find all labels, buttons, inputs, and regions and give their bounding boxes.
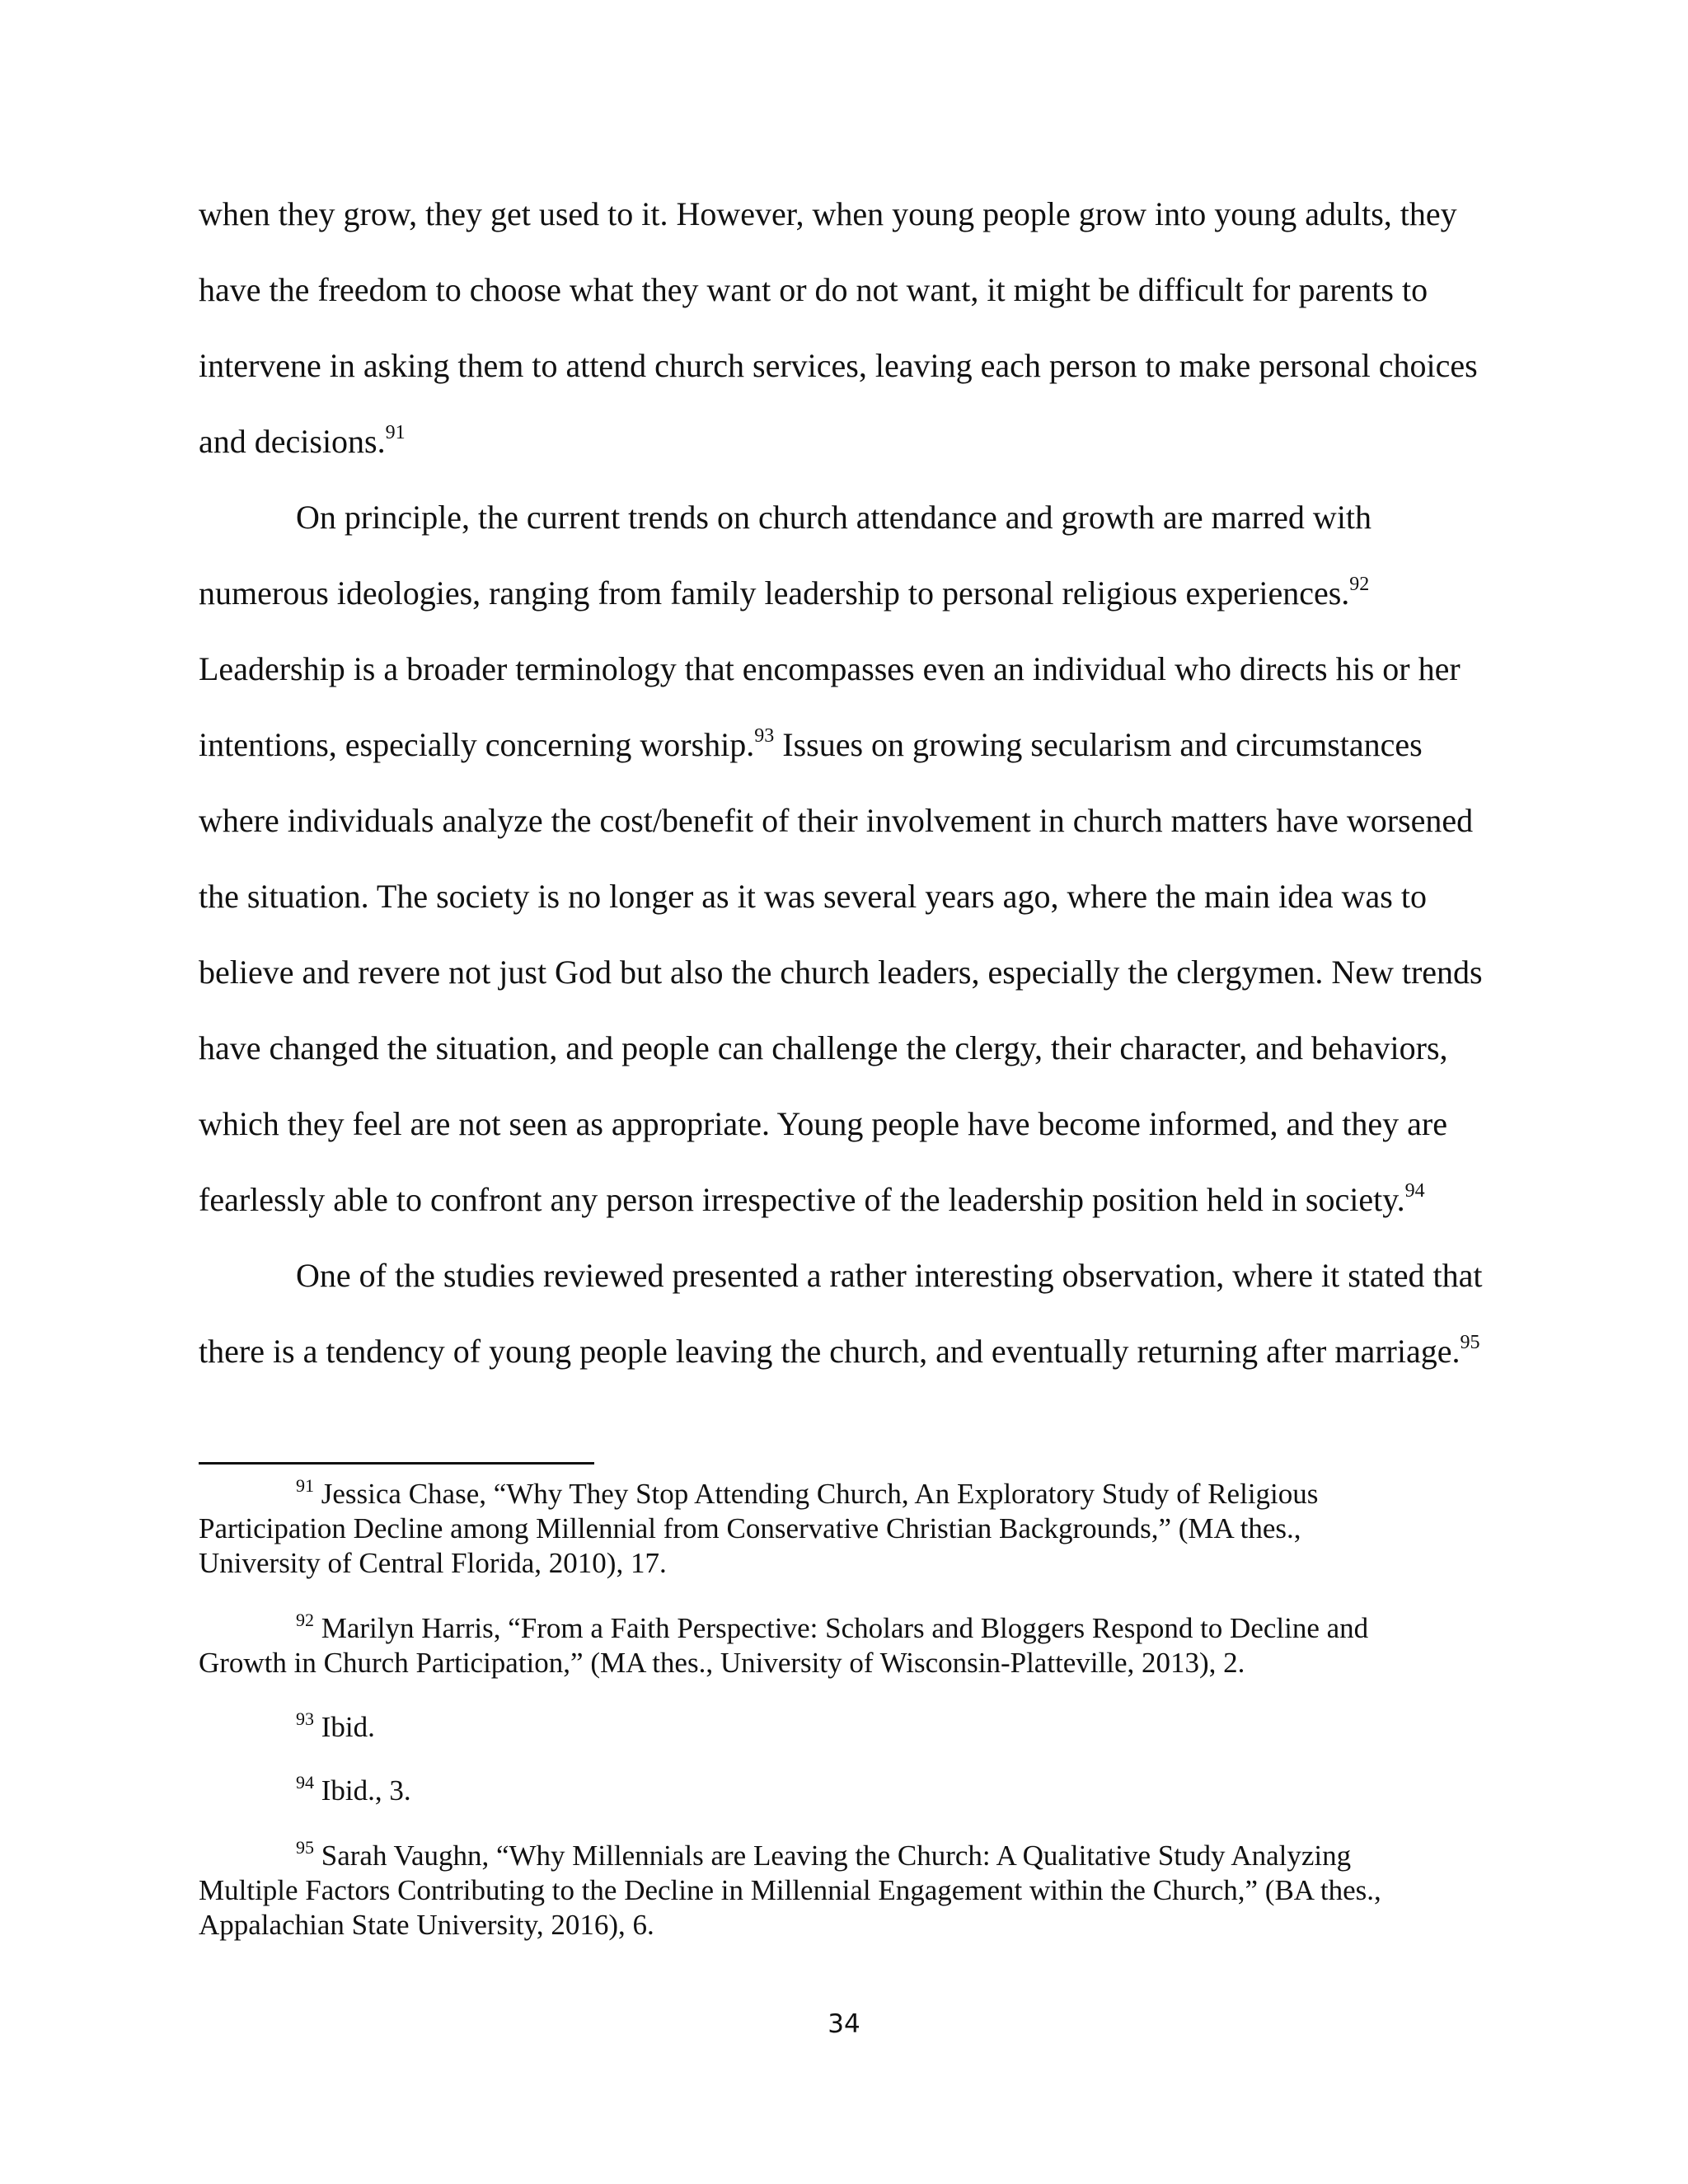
footnote-ref: 94 [1404,1180,1425,1202]
footnote-ref: 92 [1349,574,1370,595]
body-line: Leadership is a broader terminology that encompasses even an individual who directs his or her [199,650,1461,687]
footnote-ref: 95 [1460,1332,1480,1353]
footnote-number: 95 [296,1837,314,1858]
body-line: the situation. The society is no longer as it was several years ago, where the main idea was to [199,878,1427,915]
body-line: where individuals analyze the cost/benefit of their involvement in church matters have worsened [199,802,1474,839]
footnote-92: $^{92}$ Marilyn Harris, “From a Faith Perspective: Scholars and Bloggers Respond to Decline and Growth in Church Participation,” (MA thes., University of Wisconsin-Platteville, 2013), 2. [199,1610,1369,1679]
paragraph-first-line: On principle, the current trends on church attendance and growth are marred with [296,499,1372,536]
footnote-number: 91 [296,1475,314,1496]
body-line: there is a tendency of young people leaving the church, and eventually returning after marriage.$^{95}$ [199,1332,1480,1370]
body-line: have changed the situation, and people can challenge the clergy, their character, and behaviors, [199,1029,1448,1066]
body-line: fearlessly able to confront any person irrespective of the leadership position held in society.$^{94}$ [199,1180,1425,1218]
body-line: numerous ideologies, ranging from family leadership to personal religious experiences.$^{92}$ [199,574,1370,612]
footnote-number: 94 [296,1772,314,1793]
footnote-91: $^{91}$ Jessica Chase, “Why They Stop Attending Church, An Exploratory Study of Religious Participation Decline among Millennial from Conservative Christian Backgrounds,” (MA thes., University of Central Florida, 2010), 17. [199,1475,1319,1579]
footnote-94: $^{94}$ Ibid., 3. [296,1772,411,1807]
footnote-number: 92 [296,1610,314,1630]
body-line: when they grow, they get used to it. However, when young people grow into young adults, they [199,195,1457,232]
page-number: 34 [828,2009,860,2039]
footnote-separator [199,1462,594,1465]
body-line: and decisions.$^{91}$ [199,422,406,460]
footnote-93: $^{93}$ Ibid. [296,1708,375,1743]
paragraph-first-line: One of the studies reviewed presented a rather interesting observation, where it stated that [296,1257,1483,1294]
footnote-number: 93 [296,1708,314,1729]
footnote-ref: 91 [385,422,406,443]
body-line: which they feel are not seen as appropriate. Young people have become informed, and they are [199,1105,1447,1142]
footnote-ref: 93 [754,725,775,747]
footnote-95: $^{95}$ Sarah Vaughn, “Why Millennials are Leaving the Church: A Qualitative Study Analyzing Multiple Factors Contributing to the Decline in Millennial Engagement within the Church,” (BA thes., Appalachian State University, 2016), 6. [199,1837,1381,1941]
body-line: believe and revere not just God but also the church leaders, especially the clergymen. New trends [199,954,1483,991]
body-line: intervene in asking them to attend church services, leaving each person to make personal choices [199,347,1478,384]
body-line: have the freedom to choose what they want or do not want, it might be difficult for parents to [199,271,1428,308]
body-line: intentions, especially concerning worship.$^{93}$ Issues on growing secularism and circumstances [199,725,1423,763]
